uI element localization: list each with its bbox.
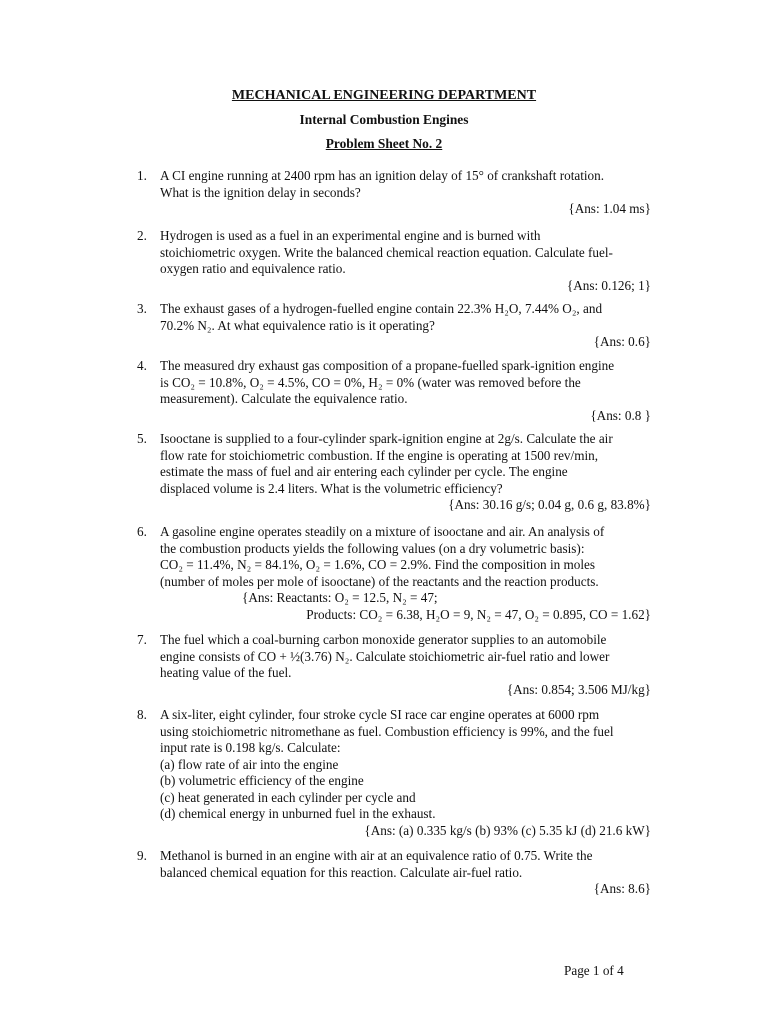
problem-line: The measured dry exhaust gas composition of a propane-fuelled spark-ignition engine (160, 358, 615, 373)
problem-line: oxygen ratio and equivalence ratio. (160, 261, 346, 276)
problem-8 (137, 707, 651, 839)
problem-line: using stoichiometric nitromethane as fuel. Combustion efficiency is 99%, and the fuel (160, 723, 614, 739)
answer: {Ans: 0.854; 3.506 MJ/kg} (506, 681, 651, 697)
problem-line: 70.2% N₂. At what equivalence ratio is it operating? (160, 317, 435, 333)
answer: {Ans: (a) 0.335 kg/s (b) 93% (c) 5.35 kJ (d) 21.6 kW} (364, 822, 651, 838)
answer-reactants: {Ans: Reactants: O₂ = 12.5, N₂ = 47; (242, 590, 438, 605)
sub-item-d: (d) chemical energy in unburned fuel in the exhaust. (160, 806, 436, 821)
problem-line: Methanol is burned in an engine with air at an equivalence ratio of 0.75. Write the (160, 848, 593, 863)
problem-2 (137, 228, 651, 294)
problem-number: 5. (137, 431, 147, 446)
problem-line: A gasoline engine operates steadily on a mixture of isooctane and air. An analysis of (160, 524, 605, 539)
problem-line: measurement). Calculate the equivalence ratio. (160, 391, 408, 406)
problem-line: CO₂ = 11.4%, N₂ = 84.1%, O₂ = 1.6%, CO = 2.9%. Find the composition in moles (160, 557, 596, 572)
course-title: Internal Combustion Engines (299, 112, 469, 127)
page-number: Page 1 of 4 (564, 963, 624, 978)
department-heading: MECHANICAL ENGINEERING DEPARTMENT (231, 88, 537, 103)
sheet-title: Problem Sheet No. 2 (325, 136, 443, 151)
problem-number: 7. (137, 632, 147, 647)
problem-number: 1. (137, 168, 147, 183)
problem-line: A six-liter, eight cylinder, four stroke cycle SI race car engine operates at 6000 rpm (160, 707, 600, 722)
problem-9 (137, 848, 651, 898)
problem-number: 9. (137, 848, 147, 863)
problem-line: What is the ignition delay in seconds? (160, 184, 361, 200)
problem-line: input rate is 0.198 kg/s. Calculate: (160, 740, 341, 755)
problem-line: estimate the mass of fuel and air entering each cylinder per cycle. The engine (160, 464, 568, 479)
answer: {Ans: 0.6} (593, 334, 651, 349)
problem-line: the combustion products yields the following values (on a dry volumetric basis): (160, 540, 585, 556)
answer: {Ans: 0.126; 1} (566, 277, 651, 293)
problem-4 (137, 358, 651, 424)
problem-line: Hydrogen is used as a fuel in an experimental engine and is burned with (160, 228, 541, 243)
problem-number: 2. (137, 228, 147, 243)
problem-6 (137, 524, 651, 623)
problem-line: heating value of the fuel. (160, 665, 292, 680)
sub-item-a: (a) flow rate of air into the engine (160, 756, 339, 772)
problem-1 (137, 168, 651, 218)
problem-7 (137, 632, 651, 698)
answer: {Ans: 30.16 g/s; 0.04 g, 0.6 g, 83.8%} (448, 497, 651, 512)
problem-line: engine consists of CO + ½(3.76) N₂. Calculate stoichiometric air-fuel ratio and lower (160, 648, 610, 664)
problem-line: A CI engine running at 2400 rpm has an ignition delay of 15° of crankshaft rotation. (160, 168, 605, 183)
problem-line: Isooctane is supplied to a four-cylinder spark-ignition engine at 2g/s. Calculate the air (160, 431, 613, 446)
problem-3 (137, 301, 651, 351)
problem-line: (number of moles per mole of isooctane) of the reactants and the reaction products. (160, 573, 599, 589)
problem-line: stoichiometric oxygen. Write the balanced chemical reaction equation. Calculate fuel- (160, 244, 613, 260)
problem-line: flow rate for stoichiometric combustion. If the engine is operating at 1500 rev/min, (160, 447, 599, 463)
problem-line: The fuel which a coal-burning carbon monoxide generator supplies to an automobile (160, 632, 607, 647)
problem-number: 6. (137, 524, 147, 539)
problem-number: 3. (137, 301, 147, 316)
problem-line: displaced volume is 2.4 liters. What is the volumetric efficiency? (160, 480, 503, 496)
problem-5 (137, 431, 651, 514)
problem-number: 4. (137, 358, 147, 373)
answer: {Ans: 0.8 } (590, 407, 651, 423)
sub-item-c: (c) heat generated in each cylinder per cycle and (160, 789, 416, 805)
problem-number: 8. (137, 707, 147, 722)
answer-products: Products: CO₂ = 6.38, H₂O = 9, N₂ = 47, O₂ = 0.895, CO = 1.62} (306, 606, 651, 622)
answer: {Ans: 1.04 ms} (568, 201, 651, 216)
problem-line: balanced chemical equation for this reaction. Calculate air-fuel ratio. (160, 864, 523, 880)
sub-item-b: (b) volumetric efficiency of the engine (160, 773, 364, 788)
problem-line: is CO₂ = 10.8%, O₂ = 4.5%, CO = 0%, H₂ = 0% (water was removed before the (160, 374, 581, 390)
answer: {Ans: 8.6} (593, 881, 651, 896)
problem-line: The exhaust gases of a hydrogen-fuelled engine contain 22.3% H₂O, 7.44% O₂, and (160, 301, 603, 316)
